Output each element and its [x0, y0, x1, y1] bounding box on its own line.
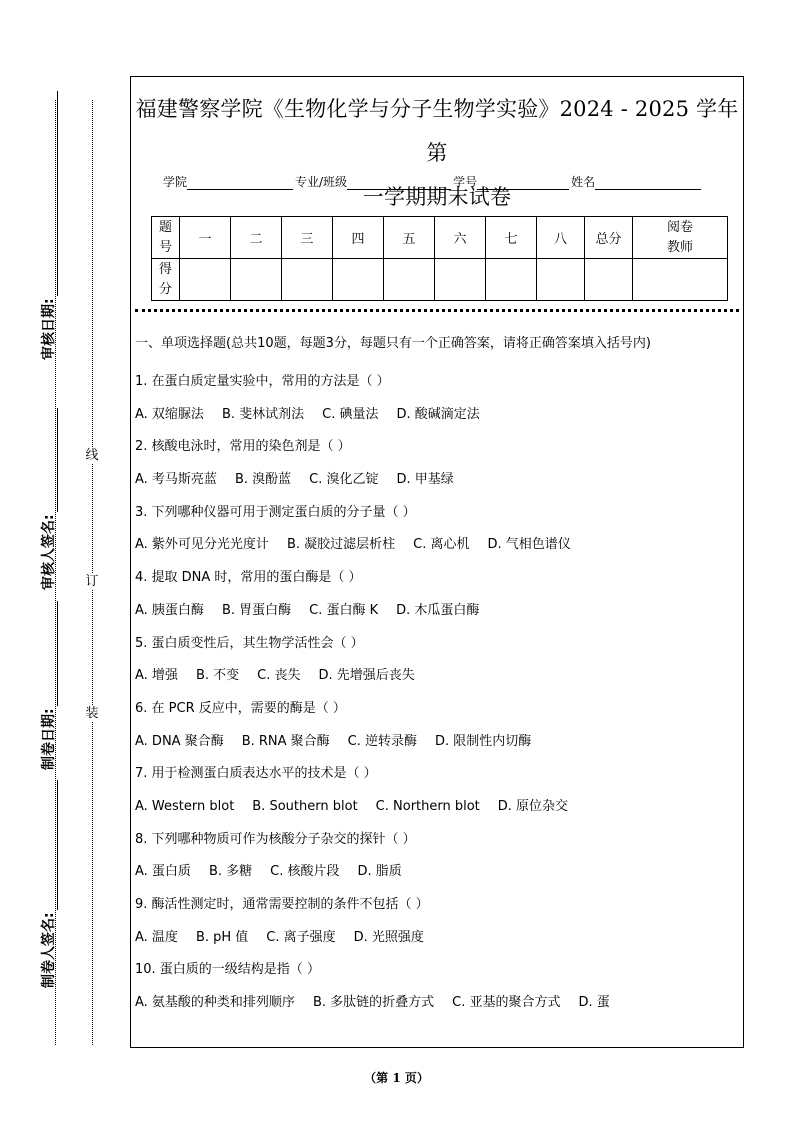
- maker-sign-blank: [43, 780, 58, 910]
- question-list: [135, 333, 741, 1020]
- question-options: [135, 922, 741, 955]
- option-d: D. 光照强度: [353, 929, 424, 945]
- review-date-field: [38, 91, 58, 360]
- score-cell[interactable]: [282, 259, 333, 301]
- question-text: 5. 蛋白质变性后，其生物学活性会（ ）: [135, 635, 364, 651]
- score-cell[interactable]: [585, 259, 633, 301]
- option-a: A. 双缩脲法: [135, 406, 204, 422]
- option-c: C. 离心机: [413, 537, 470, 553]
- option-c: C. 蛋白酶 K: [309, 602, 379, 618]
- name-label: 姓名: [571, 175, 596, 189]
- option-b: B. 凝胶过滤层析柱: [286, 537, 396, 553]
- binding-char-line: 线: [85, 448, 99, 463]
- exam-title: [131, 87, 743, 219]
- score-col-header: 总分: [585, 217, 633, 259]
- question-text: 7. 用于检测蛋白质表达水平的技术是（ ）: [135, 766, 377, 782]
- option-c: C. 离子强度: [266, 929, 336, 945]
- score-cell[interactable]: [537, 259, 585, 301]
- score-col-header: 六: [435, 217, 486, 259]
- option-a: A. 温度: [135, 929, 178, 945]
- question-text: 8. 下列哪种物质可作为核酸分子杂交的探针（ ）: [135, 831, 416, 847]
- question-item: [135, 889, 741, 954]
- exam-frame: [130, 76, 744, 1048]
- option-c: C. 丧失: [257, 668, 301, 684]
- review-date-blank: [43, 91, 58, 296]
- question-text: 6. 在 PCR 反应中，需要的酶是（ ）: [135, 700, 346, 716]
- score-cell[interactable]: [180, 259, 231, 301]
- binding-char-ding: 订: [85, 574, 99, 589]
- score-col-header: 一: [180, 217, 231, 259]
- score-cell[interactable]: [486, 259, 537, 301]
- major-input[interactable]: [347, 177, 451, 190]
- question-options: [135, 856, 741, 889]
- option-d: D. 气相色谱仪: [487, 537, 571, 553]
- option-b: B. Southern blot: [252, 798, 358, 814]
- option-a: A. 蛋白质: [135, 864, 191, 880]
- option-a: A. 紫外可见分光光度计: [135, 537, 269, 553]
- maker-sign-field: [38, 780, 58, 988]
- option-d: D. 原位杂交: [497, 798, 569, 814]
- student-id-label: 学号: [453, 175, 478, 189]
- score-label: 得分: [158, 261, 172, 297]
- reviewer-sign-field: [38, 408, 58, 590]
- question-text: 9. 酶活性测定时，通常需要控制的条件不包括（ ）: [135, 897, 429, 912]
- option-a: A. DNA 聚合酶: [135, 733, 224, 749]
- binding-dotted-line-right: [92, 100, 93, 1045]
- option-a: A. 考马斯亮蓝: [135, 472, 217, 488]
- question-text: 4. 提取 DNA 时，常用的蛋白酶是（ ）: [135, 570, 362, 586]
- question-options: [135, 529, 741, 562]
- make-date-field: [38, 601, 58, 770]
- option-b: B. 斐林试剂法: [221, 406, 305, 422]
- score-cell[interactable]: [435, 259, 486, 301]
- make-date-blank: [43, 601, 58, 706]
- question-text: 3. 下列哪种仪器可用于测定蛋白质的分子量（ ）: [135, 504, 416, 520]
- score-col-header: 八: [537, 217, 585, 259]
- question-options: [135, 399, 741, 432]
- question-options: [135, 987, 741, 1020]
- score-cell[interactable]: [633, 259, 728, 301]
- option-d: D. 酸碱滴定法: [396, 406, 480, 422]
- question-options: [135, 464, 741, 497]
- option-b: B. pH 值: [195, 929, 249, 945]
- question-item: [135, 693, 741, 758]
- option-b: B. RNA 聚合酶: [241, 733, 330, 749]
- option-c: C. 核酸片段: [270, 864, 340, 880]
- option-d: D. 限制性内切酶: [435, 733, 532, 749]
- option-b: B. 多肽链的折叠方式: [312, 995, 435, 1011]
- section-divider: [135, 309, 739, 312]
- reviewer-sign-label: 审核人签名:: [41, 514, 57, 590]
- maker-sign-label: 制卷人签名:: [41, 912, 57, 988]
- student-id-input[interactable]: [477, 177, 569, 190]
- exam-title-line2: 一学期期末试卷: [362, 185, 512, 209]
- question-item: [135, 758, 741, 823]
- exam-title-line1: 福建警察学院《生物化学与分子生物学实验》2024 - 2025 学年第: [135, 97, 739, 165]
- option-d: D. 蛋: [578, 995, 610, 1011]
- question-item: [135, 366, 741, 431]
- section-heading: 一、单项选择题(总共10题，每题3分，每题只有一个正确答案，请将正确答案填入括号内): [135, 336, 651, 351]
- binding-char-zhuang: 装: [85, 706, 99, 721]
- question-item: [135, 824, 741, 889]
- reviewer-sign-blank: [43, 408, 58, 512]
- score-col-header-grader: [633, 217, 728, 259]
- score-cell[interactable]: [231, 259, 282, 301]
- option-d: D. 先增强后丧失: [318, 668, 415, 684]
- option-a: A. Western blot: [135, 798, 235, 814]
- option-a: A. 增强: [135, 668, 178, 684]
- score-cell[interactable]: [384, 259, 435, 301]
- option-c: C. Northern blot: [375, 798, 480, 814]
- option-d: D. 甲基绿: [396, 472, 454, 488]
- student-info-row: [163, 173, 703, 190]
- page-number: （第 1 页）: [364, 1071, 429, 1085]
- review-date-label: 审核日期:: [41, 298, 57, 360]
- option-a: A. 氨基酸的种类和排列顺序: [135, 995, 295, 1011]
- question-options: [135, 595, 741, 628]
- college-label: 学院: [163, 175, 188, 189]
- score-col-header: 三: [282, 217, 333, 259]
- question-options: [135, 660, 741, 693]
- question-options: [135, 726, 741, 759]
- major-label: 专业/班级: [295, 175, 348, 189]
- option-c: C. 逆转录酶: [347, 733, 418, 749]
- option-c: C. 碘量法: [322, 406, 379, 422]
- score-row-header-cell: [152, 259, 180, 301]
- option-a: A. 胰蛋白酶: [135, 602, 204, 618]
- score-col-header: 四: [333, 217, 384, 259]
- option-d: D. 木瓜蛋白酶: [396, 602, 480, 618]
- grader-label: 阅卷教师: [666, 219, 693, 255]
- option-c: C. 亚基的聚合方式: [452, 995, 561, 1011]
- option-b: B. 多糖: [208, 864, 253, 880]
- question-item: [135, 497, 741, 562]
- question-item: [135, 562, 741, 627]
- college-input[interactable]: [187, 177, 293, 190]
- score-col-header: 七: [486, 217, 537, 259]
- question-options: [135, 791, 741, 824]
- name-input[interactable]: [595, 177, 701, 190]
- score-col-header: 二: [231, 217, 282, 259]
- option-b: B. 溴酚蓝: [234, 472, 292, 488]
- score-cell[interactable]: [333, 259, 384, 301]
- option-d: D. 脂质: [357, 864, 402, 880]
- score-table-header-cell: [152, 217, 180, 259]
- option-b: B. 不变: [195, 668, 240, 684]
- question-text: 1. 在蛋白质定量实验中，常用的方法是（ ）: [135, 374, 390, 389]
- question-item: [135, 628, 741, 693]
- score-col-header: 五: [384, 217, 435, 259]
- make-date-label: 制卷日期:: [41, 708, 57, 770]
- option-b: B. 胃蛋白酶: [221, 602, 292, 618]
- question-number-label: 题号: [158, 219, 172, 255]
- question-item: [135, 954, 741, 1019]
- option-c: C. 溴化乙锭: [309, 472, 379, 488]
- question-item: [135, 431, 741, 496]
- question-text: 10. 蛋白质的一级结构是指（ ）: [135, 962, 320, 978]
- question-text: 2. 核酸电泳时，常用的染色剂是（ ）: [135, 439, 351, 455]
- score-table: [151, 216, 728, 301]
